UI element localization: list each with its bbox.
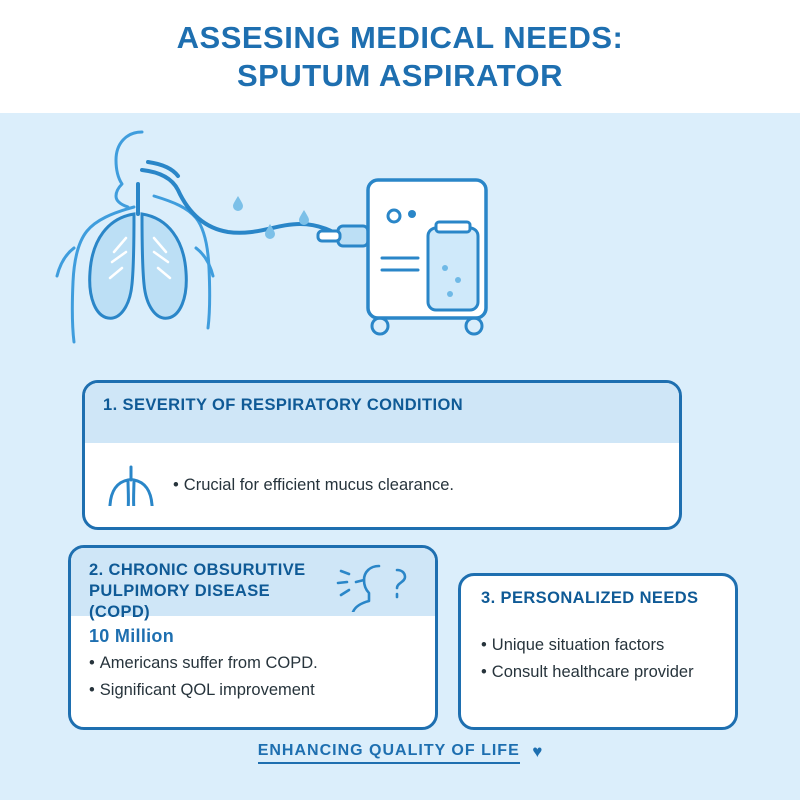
coughing-person-icon (333, 556, 419, 617)
card1-bullet-1-text: Crucial for efficient mucus clearance. (183, 475, 455, 494)
card1-header (85, 383, 679, 443)
card3-number: 3. (481, 589, 496, 607)
bullet-dot-icon: • (173, 475, 179, 494)
card-copd[interactable] (68, 545, 438, 730)
card2-bullet-2 (89, 677, 421, 704)
card3-body (461, 632, 735, 727)
bullet-dot-icon: • (89, 681, 95, 699)
card3-bullet-1-text: Unique situation factors (491, 636, 665, 654)
card2-header (71, 548, 435, 621)
card2-bullet-1-text: Americans suffer from COPD. (99, 654, 318, 672)
card3-bullet-2 (481, 659, 721, 686)
card2-stat: 10 Million (89, 626, 175, 646)
page-title-line-2: SPUTUM ASPIRATOR (236, 57, 564, 93)
card1-number: 1. (103, 396, 118, 414)
card-severity-of-respiratory-condition[interactable] (82, 380, 682, 530)
bullet-dot-icon: • (481, 663, 487, 681)
card2-bullet-2-text: Significant QOL improvement (99, 681, 315, 699)
suction-tube-icon (142, 162, 344, 238)
card2-number: 2. (89, 561, 104, 579)
card2-title (89, 560, 314, 623)
card1-body (85, 443, 679, 527)
card3-bullet-1 (481, 632, 721, 659)
card3-header (461, 576, 735, 634)
aspirator-machine-icon (368, 180, 486, 334)
card1-title (103, 395, 661, 416)
card-personalized-needs[interactable] (458, 573, 738, 730)
card3-title (481, 588, 721, 609)
card3-bullet-2-text: Consult healthcare provider (491, 663, 694, 681)
page-header (0, 0, 800, 113)
page-title-line-1: ASSESING MEDICAL NEEDS: (176, 19, 624, 55)
hero-illustration (30, 118, 550, 358)
lungs-icon (90, 184, 187, 318)
card2-title-text: CHRONIC OBSURUTIVE PULPIMORY DISEASE (COPD) (89, 561, 306, 621)
card2-bullet-1 (89, 650, 421, 677)
bullet-dot-icon: • (89, 654, 95, 672)
heart-icon: ♥ (532, 742, 543, 761)
card3-title-text: PERSONALIZED NEEDS (500, 589, 699, 607)
footer-label: ENHANCING QUALITY OF LIFE (258, 742, 520, 764)
card1-title-text: SEVERITY OF RESPIRATORY CONDITION (122, 396, 464, 414)
bullet-dot-icon: • (481, 636, 487, 654)
page-footer (0, 742, 800, 764)
lungs-icon (107, 460, 155, 511)
card2-body (71, 616, 435, 727)
card1-bullet-1 (173, 472, 454, 499)
